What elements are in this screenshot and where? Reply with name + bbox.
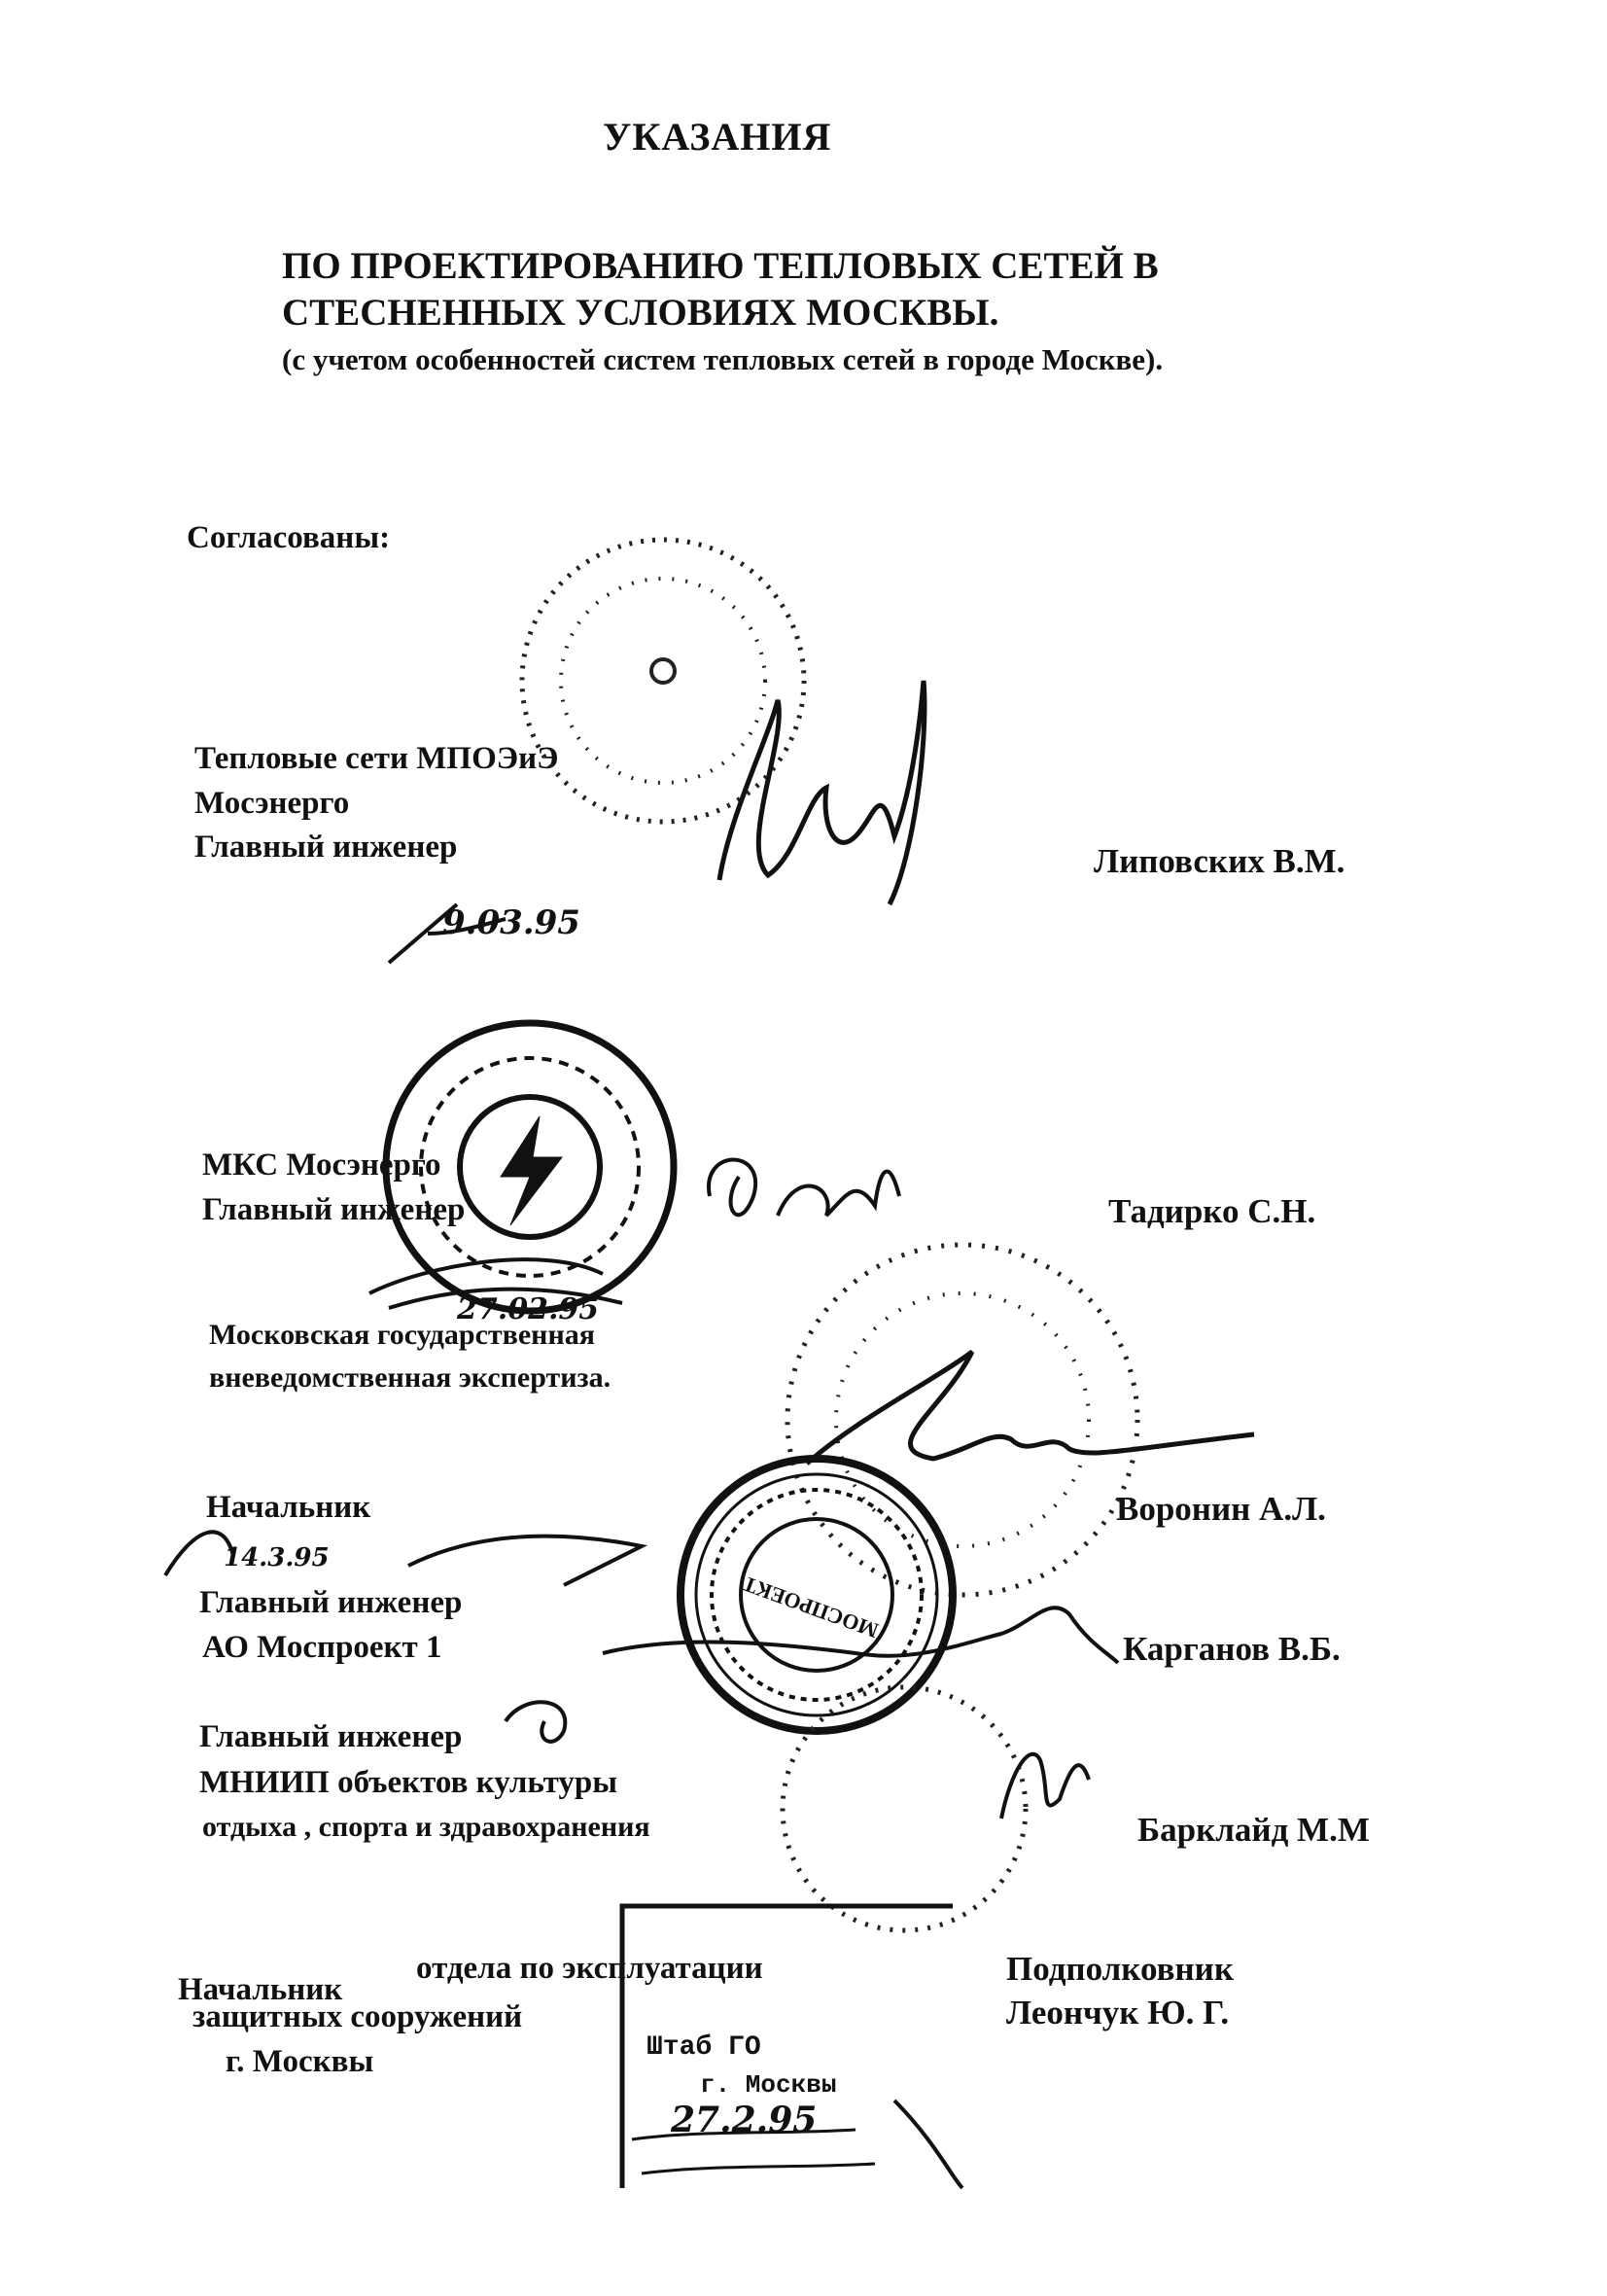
document-subtitle-note: (с учетом особенностей систем тепловых сетей в городе Москве). [282,342,1164,376]
approval-4-org-line-2: АО Моспроект 1 [202,1630,442,1665]
approval-3-signatory-name: Воронин А.Л. [1116,1490,1326,1528]
date-stroke-1 [389,904,506,963]
approval-1-org-line-1: Тепловые сети МПОЭиЭ [194,741,559,776]
round-seal-3 [787,1245,1137,1595]
approval-4-signatory-name: Карганов В.Б. [1123,1630,1341,1668]
approval-1-handwritten-date: 9.03.95 [442,903,580,942]
approval-4-org-line-1: Главный инженер [199,1585,463,1620]
mosproekt-stamp-text: МОСПРОЕКТ [739,1571,882,1643]
round-seal-5 [783,1687,1026,1930]
approval-6-handwritten-date: 27.2.95 [671,2100,818,2140]
document-subtitle-line-1: ПО ПРОЕКТИРОВАНИЮ ТЕПЛОВЫХ СЕТЕЙ В [282,245,1159,287]
approval-3-org-line-1: Московская государственная [209,1319,595,1351]
approval-6-signatory-name: Леончук Ю. Г. [1006,1994,1230,2031]
approval-5-org-line-1: Главный инженер [199,1719,463,1754]
approval-5-org-line-2: МНИИП объектов культуры [199,1765,617,1800]
approval-5-signatory-name: Барклайд М.М [1137,1811,1370,1849]
round-seal-1 [522,540,804,822]
approval-6-org-line-4: г. Москвы [226,2044,374,2079]
signature-3b [165,1532,642,1585]
round-seal-2 [386,1023,674,1311]
approval-2-org-line-2: Главный инженер [202,1192,466,1227]
approval-6-org-line-2: отдела по эксплуатации [416,1951,763,1986]
approval-3-org-line-3: Начальник [206,1490,371,1525]
approval-3-handwritten-date: 14.3.95 [224,1543,330,1572]
approval-1-org-line-2: Мосэнерго [194,786,350,821]
signature-3 [807,1352,1254,1464]
document-title: УКАЗАНИЯ [603,115,832,159]
approval-2-signatory-name: Тадирко С.Н. [1108,1192,1316,1230]
approval-3-org-line-2: вневедомственная экспертиза. [209,1361,611,1394]
signature-1 [719,681,925,904]
approval-6-org-line-3: защитных сооружений [192,1999,523,2034]
round-seal-mosproekt [681,1459,953,1731]
stamp-box-line-2: г. Москвы [700,2070,837,2100]
agreed-label: Согласованы: [187,520,391,555]
approval-6-org-line-1: Начальник [178,1972,343,2007]
approval-6-signatory-rank: Подполковник [1006,1950,1234,1988]
approval-5-org-line-3: отдыха , спорта и здравохранения [202,1811,650,1843]
document-subtitle-line-2: СТЕСНЕННЫХ УСЛОВИЯХ МОСКВЫ. [282,292,999,334]
approval-1-signatory-name: Липовских В.М. [1094,842,1345,880]
stamp-box-line-1: Штаб ГО [646,2032,761,2063]
approval-2-org-line-1: МКС Мосэнерго [202,1148,441,1183]
approval-1-org-line-3: Главный инженер [194,830,458,865]
signature-5 [506,1702,1089,1819]
approval-2-handwritten-date: 27.02.95 [457,1292,600,1326]
rectangular-stamp [622,1906,962,2188]
